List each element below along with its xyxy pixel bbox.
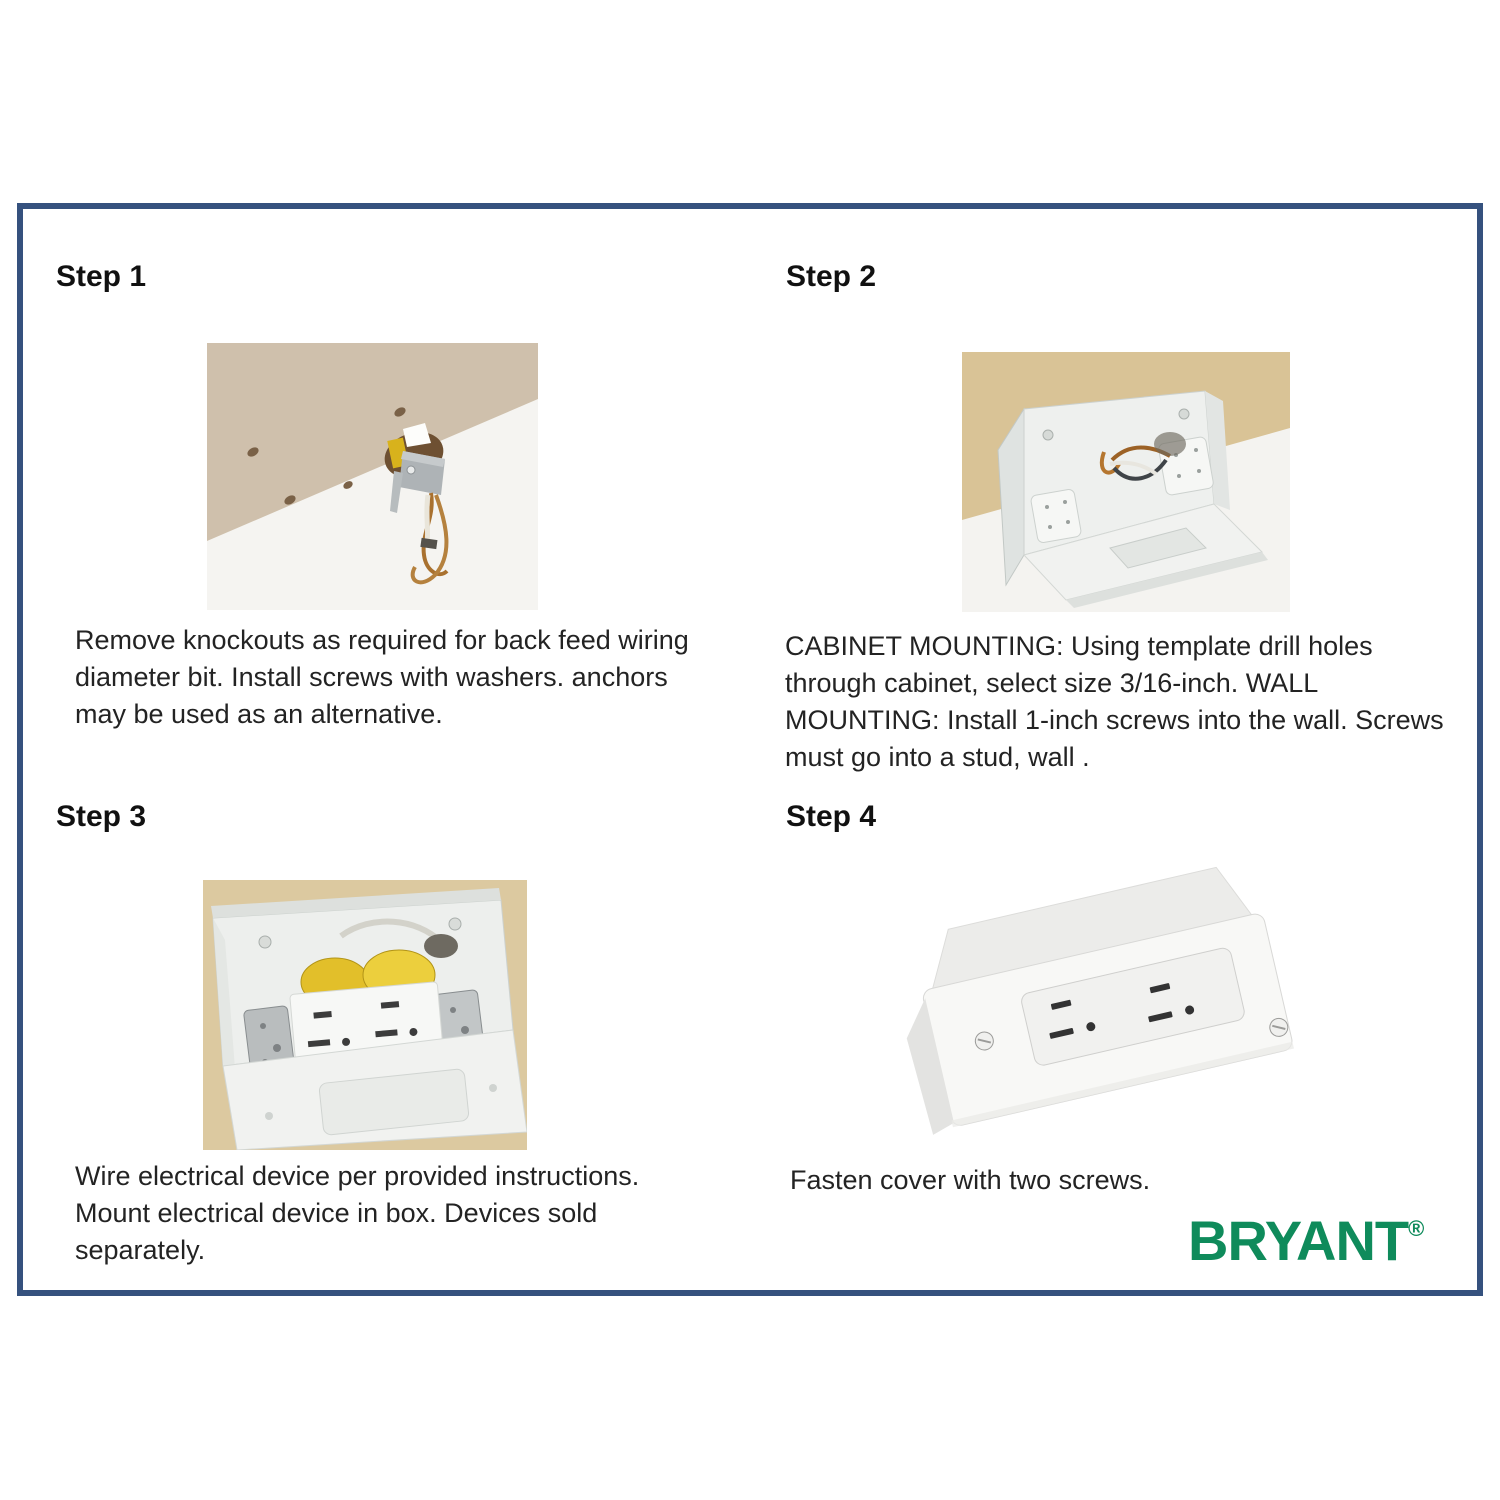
- caption-line: diameter bit. Install screws with washers. anchors: [75, 662, 668, 692]
- caption-line: may be used as an alternative.: [75, 699, 443, 729]
- caption-line: Mount electrical device in box. Devices sold: [75, 1198, 598, 1228]
- step-4-heading: Step 4: [786, 800, 877, 833]
- step-3-caption: [75, 1158, 639, 1269]
- step-4-photo: [875, 858, 1335, 1148]
- wired-device-illustration: [203, 880, 527, 1150]
- bryant-logo-text: BRYANT: [1188, 1209, 1409, 1272]
- step-2-caption: [785, 628, 1444, 776]
- caption-line: MOUNTING: Install 1-inch screws into the wall. Screws: [785, 705, 1444, 735]
- caption-line: Remove knockouts as required for back feed wiring: [75, 625, 689, 655]
- caption-line: through cabinet, select size 3/16-inch. WALL: [785, 668, 1319, 698]
- caption-line: Fasten cover with two screws.: [790, 1165, 1151, 1195]
- open-box-illustration: [962, 352, 1290, 612]
- caption-line: separately.: [75, 1235, 206, 1265]
- step-3-photo: [203, 880, 527, 1150]
- step-1-caption: [75, 622, 689, 733]
- caption-line: Wire electrical device per provided instructions.: [75, 1161, 640, 1191]
- step-3-heading: Step 3: [56, 800, 147, 833]
- caption-line: CABINET MOUNTING: Using template drill holes: [785, 631, 1373, 661]
- step-2-heading: Step 2: [786, 260, 877, 293]
- step-2-photo: [962, 352, 1290, 612]
- step-1-heading: Step 1: [56, 260, 147, 293]
- bryant-logo: [1188, 1208, 1424, 1273]
- registered-trademark-icon: ®: [1408, 1216, 1425, 1241]
- closed-cover-illustration: [875, 858, 1335, 1148]
- step-1-photo: [207, 343, 538, 610]
- step-4-caption: [790, 1162, 1150, 1199]
- wall-knockout-illustration: [207, 343, 538, 610]
- caption-line: must go into a stud, wall .: [785, 742, 1090, 772]
